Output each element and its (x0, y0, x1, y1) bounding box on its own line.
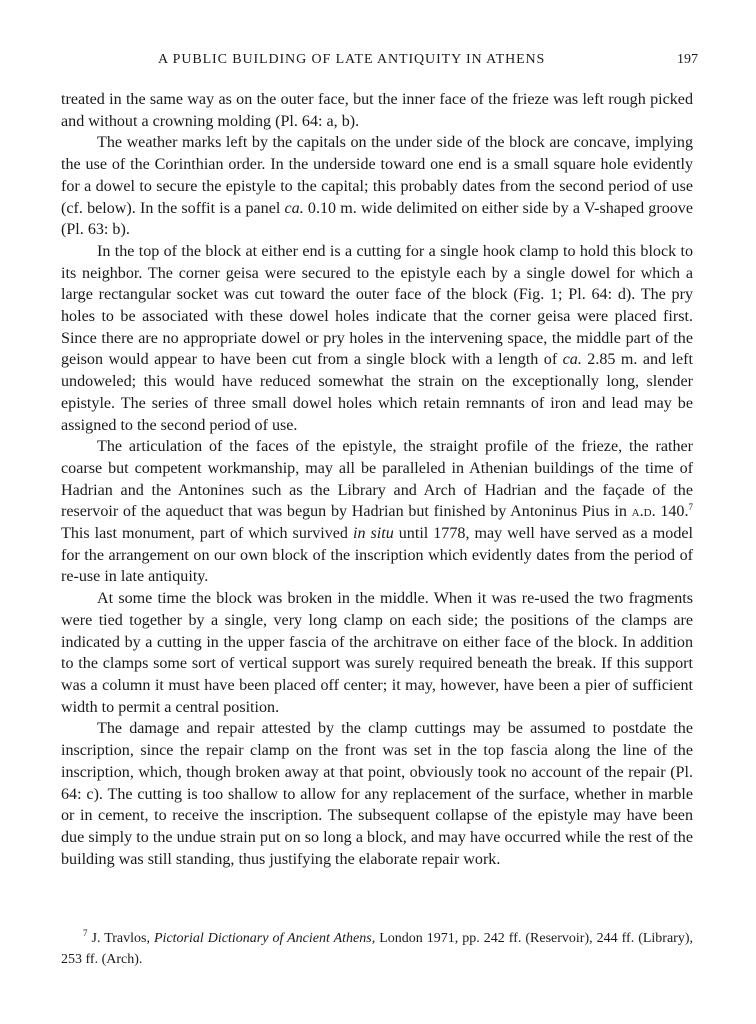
running-title: A PUBLIC BUILDING OF LATE ANTIQUITY IN ATHENS (158, 52, 546, 67)
paragraph-4-year: 140. (655, 503, 689, 521)
paragraph-6 (61, 718, 693, 870)
paragraph-4-text: The articulation of the faces of the epistyle, the straight profile of the frieze, the rather coarse but competent workmanship, may all be paralleled in Athenian buildings of the time of Hadrian and the Antonines such as the Library and Arch of Hadrian and the façade of the reservoir of the aqueduct that was begun by Hadrian but finished by Antoninus Pius in (61, 438, 693, 521)
paragraph-4 (61, 436, 693, 588)
paragraph-2-italic: ca. (284, 199, 304, 217)
footnote-text: J. Travlos, (87, 931, 154, 946)
paragraph-3-text: In the top of the block at either end is a cutting for a single hook clamp to hold this block to its neighbor. The corner geisa were secured to the epistyle each by a single dowel for which a large rectangular socket was cut toward the outer face of the block (Fig. 1; Pl. 64: d). The pry holes to be associated with these dowel holes indicate that the corner geisa were placed first. Since there are no appropriate dowel or pry holes in the intervening space, the middle part of the geison would appear to have been cut from a single block with a length of (61, 242, 693, 369)
footnote (61, 929, 693, 970)
paragraph-2 (61, 132, 693, 241)
paragraph-4-text-end: until 1778, may well have served as a model for the arrangement on our own block of the inscription which evidently dates from the period of re-use in late antiquity. (61, 525, 694, 586)
paragraph-4-era: a.d. (631, 503, 656, 521)
paragraph-5-text: At some time the block was broken in the middle. When it was re-used the two fragments were tied together by a single, very long clamp on each side; the positions of the clamps are indicated by a cutting in the upper fascia of the architrave on either face of the block. In addition to the clamps some sort of vertical support was surely required beneath the break. If this support was a column it must have been placed off center; it may, however, have been a pier of sufficient width to permit a central position. (61, 590, 693, 716)
paragraph-1-text: treated in the same way as on the outer face, but the inner face of the frieze was left rough picked and without a crowning molding (Pl. 64: a, b). (61, 91, 693, 130)
footnote-title: Pictorial Dictionary of Ancient Athens, (154, 931, 376, 946)
paragraph-4-italic: in situ (352, 525, 394, 543)
paragraph-1 (61, 89, 693, 132)
paragraph-6-text: The damage and repair attested by the clamp cuttings may be assumed to postdate the inscription, since the repair clamp on the front was set in the top fascia along the line of the inscription, which, though broken away at that point, obviously took no account of the repair (Pl. 64: c). The cutting is too shallow to allow for any replacement of the surface, whether in marble or in cement, to receive the inscription. The subsequent collapse of the epistyle may have been due simply to the undue strain put on so long a block, and may have occurred while the rest of the building was still standing, thus justifying the elaborate repair work. (61, 720, 693, 868)
page-number: 197 (677, 52, 698, 67)
paragraph-2-text: The weather marks left by the capitals on the under side of the block are concave, implying the use of the Corinthian order. In the underside toward one end is a small square hole evidently for a dowel to secure the epistyle to the capital; this probably dates from the second period of use (cf. below). In the soffit is a panel (61, 134, 693, 217)
paragraph-2-text-end: 0.10 m. wide delimited on either side by a V-shaped groove (Pl. 63: b). (61, 199, 694, 239)
footnote-text-end: London 1971, pp. 242 ff. (Reservoir), 244 ff. (Library), 253 ff. (Arch). (61, 931, 694, 967)
paragraph-3-italic: ca. (562, 351, 582, 369)
running-header (62, 52, 698, 72)
footnote-reference[interactable]: 7 (688, 502, 694, 513)
footnote-marker: 7 (83, 928, 88, 938)
body-text (61, 89, 693, 870)
paragraph-3 (61, 241, 693, 436)
paragraph-4-text-mid: This last monument, part of which survived (61, 525, 353, 543)
paragraph-5 (61, 588, 693, 718)
paragraph-3-text-end: 2.85 m. and left undoweled; this would have reduced somewhat the strain on the exceptionally long, slender epistyle. The series of three small dowel holes which retain remnants of iron and lead may be assigned to the second period of use. (61, 351, 693, 434)
